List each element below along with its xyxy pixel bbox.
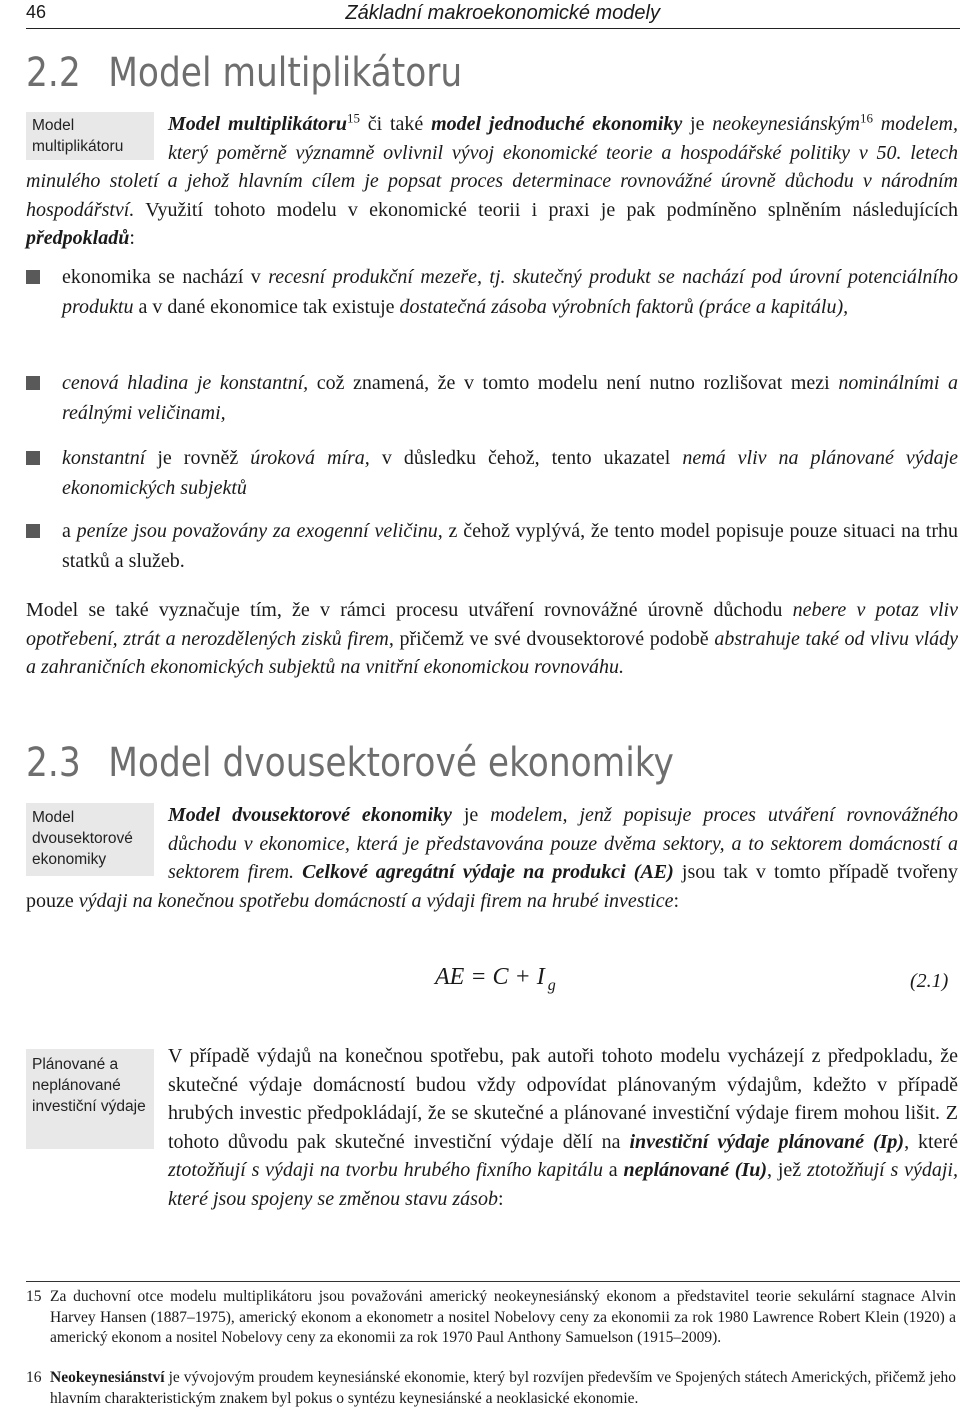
term-planovane-investice: investiční výdaje plánované (Ip) (629, 1130, 905, 1153)
footnote-divider (26, 1281, 960, 1282)
footnote-ref-16[interactable]: 16 (859, 110, 873, 126)
bullet-marker (26, 376, 40, 390)
margin-note-model-multiplikatoru: Model multiplikátoru (26, 112, 154, 160)
section-heading-2-2 (26, 50, 462, 96)
paragraph-two-sector-intro: Model dvousektorové ekonomiky je modelem, jenž popisuje proces utváření rovnovážného důchodu v ekonomice, která je představována pouze dvěma sektory, a to sektorem domácností a sektorem firem. Celkové agregátní výdaje na produkci (AE) jsou tak v tomto případě tvořeny pouze výdaji na konečnou spotřebu domácností a výdaji firem na hrubé investice: (26, 804, 958, 912)
section-heading-2-3 (26, 740, 674, 786)
term-neplanovane-investice: neplánované (Iu) (623, 1159, 768, 1181)
footnote-text: Neokeynesiánství je vývojovým proudem keynesiánské ekonomie, který byl rozvíjen především ve Spojených státech Amerických, přičemž jeho hlavním charakteristickým znakem byl pokus o syntézu keynesiánské a neoklasické ekonomie. (50, 1369, 956, 1407)
paragraph-investment-spending: V případě výdajů na konečnou spotřebu, pak autoři tohoto modelu vycházejí z předpokladu, že skutečné výdaje domácností budou vždy odpovídat plánovaným výdajům, kdežto v případě hrubých investic předpokládají, že se skutečné a plánované investiční výdaje firem mohou lišit. Z tohoto důvodu pak skutečné investiční výdaje dělí na investiční výdaje plánované (Ip), které ztotožňují s výdaji na tvorbu hrubého fixního kapitálu a neplánované (Iu), jež ztotožňují s výdaji, které jsou spojeny se změnou stavu zásob: (168, 1045, 958, 1210)
list-item-recession-gap: ekonomika se nachází v recesní produkční mezeře, tj. skutečný produkt se nachází pod úrovní potenciálního produktu a v dané ekonomice tak existuje dostatečná zásoba výrobních faktorů (práce a kapitálu), (62, 266, 958, 318)
term-agregatni-vydaje: Celkové agregátní výdaje na produkci (AE) (302, 861, 674, 883)
section-title: Model dvousektorové ekonomiky (108, 740, 674, 786)
margin-note-planovane-investice: Plánované a neplánované investiční výdaje (26, 1049, 154, 1149)
page-number: 46 (26, 2, 47, 22)
equation-ae: AE = C + I $_g$ (435, 964, 556, 994)
section-number: 2.2 (26, 50, 81, 96)
footnote-number: 15 (26, 1288, 42, 1305)
bullet-marker (26, 524, 40, 538)
term-predpokladu: předpokladů (26, 227, 130, 249)
section-title: Model multiplikátoru (108, 50, 463, 96)
footnote-16 (0, 1368, 960, 1410)
bullet-marker (26, 451, 40, 465)
footnote-ref-15[interactable]: 15 (346, 110, 360, 126)
running-title: Základní makroekonomické modely (345, 2, 660, 24)
footnote-number: 16 (26, 1369, 42, 1386)
margin-note-dvousektorove: Model dvousektorové ekonomiky (26, 803, 154, 876)
section-number: 2.3 (26, 740, 81, 786)
footnote-text: Za duchovní otce modelu multiplikátoru jsou považováni americký neokeynesiánský ekonom a představitel teorie sekulární stagnace Alvin Harvey Hansen (1887–1975), americký ekonom a ekonometr a nositel Nobelovy ceny za ekonomii za rok 1980 Lawrence Robert Klein (1920) a americký ekonom a nositel Nobelovy ceny za ekonomii za rok 1970 Paul Anthony Samuelson (1915–2009). (50, 1288, 956, 1346)
footnote-15 (0, 1287, 960, 1367)
term-model-multiplikatoru: Model multiplikátoru (168, 113, 347, 135)
list-item-constant-price-level: cenová hladina je konstantní, což znamená, že v tomto modelu není nutno rozlišovat mezi nominálními a reálnými veličinami, (62, 372, 958, 424)
header-divider (26, 28, 960, 29)
equation-number: (2.1) (910, 970, 949, 992)
list-item-constant-interest-rate: konstantní je rovněž úroková míra, v důsledku čehož, tento ukazatel nemá vliv na plánované výdaje ekonomických subjektů (62, 447, 959, 499)
paragraph-model-features: Model se také vyznačuje tím, že v rámci procesu utváření rovnovážné úrovně důchodu nebere v potaz vliv opotřebení, ztrát a nerozdělených zisků firem, přičemž ve své dvousektorové podobě abstrahuje také od vlivu vlády a zahraničních ekonomických subjektů na vnitřní ekonomickou rovnováhu. (26, 599, 959, 678)
bullet-marker (26, 270, 40, 284)
term-model-dvousektorove: Model dvousektorové ekonomiky (168, 804, 452, 826)
list-item-exogenous-money: a peníze jsou považovány za exogenní veličinu, z čehož vyplývá, že tento model popisuje pouze situaci na trhu statků a služeb. (62, 520, 958, 572)
paragraph-intro-multiplier: Model multiplikátoru$^{15}$ či také model jednoduché ekonomiky je neokeynesiánským$^{16}$ modelem, který poměrně významně ovlivnil vývoj ekonomické teorie a hospodářské politiky v 50. letech minulého století a jehož hlavním cílem je popsat proces determinace rovnovážné úrovně důchodu v národním hospodářství. Využití tohoto modelu v ekonomické teorii i praxi je pak podmíněno splněním následujících předpokladů: (26, 110, 958, 249)
